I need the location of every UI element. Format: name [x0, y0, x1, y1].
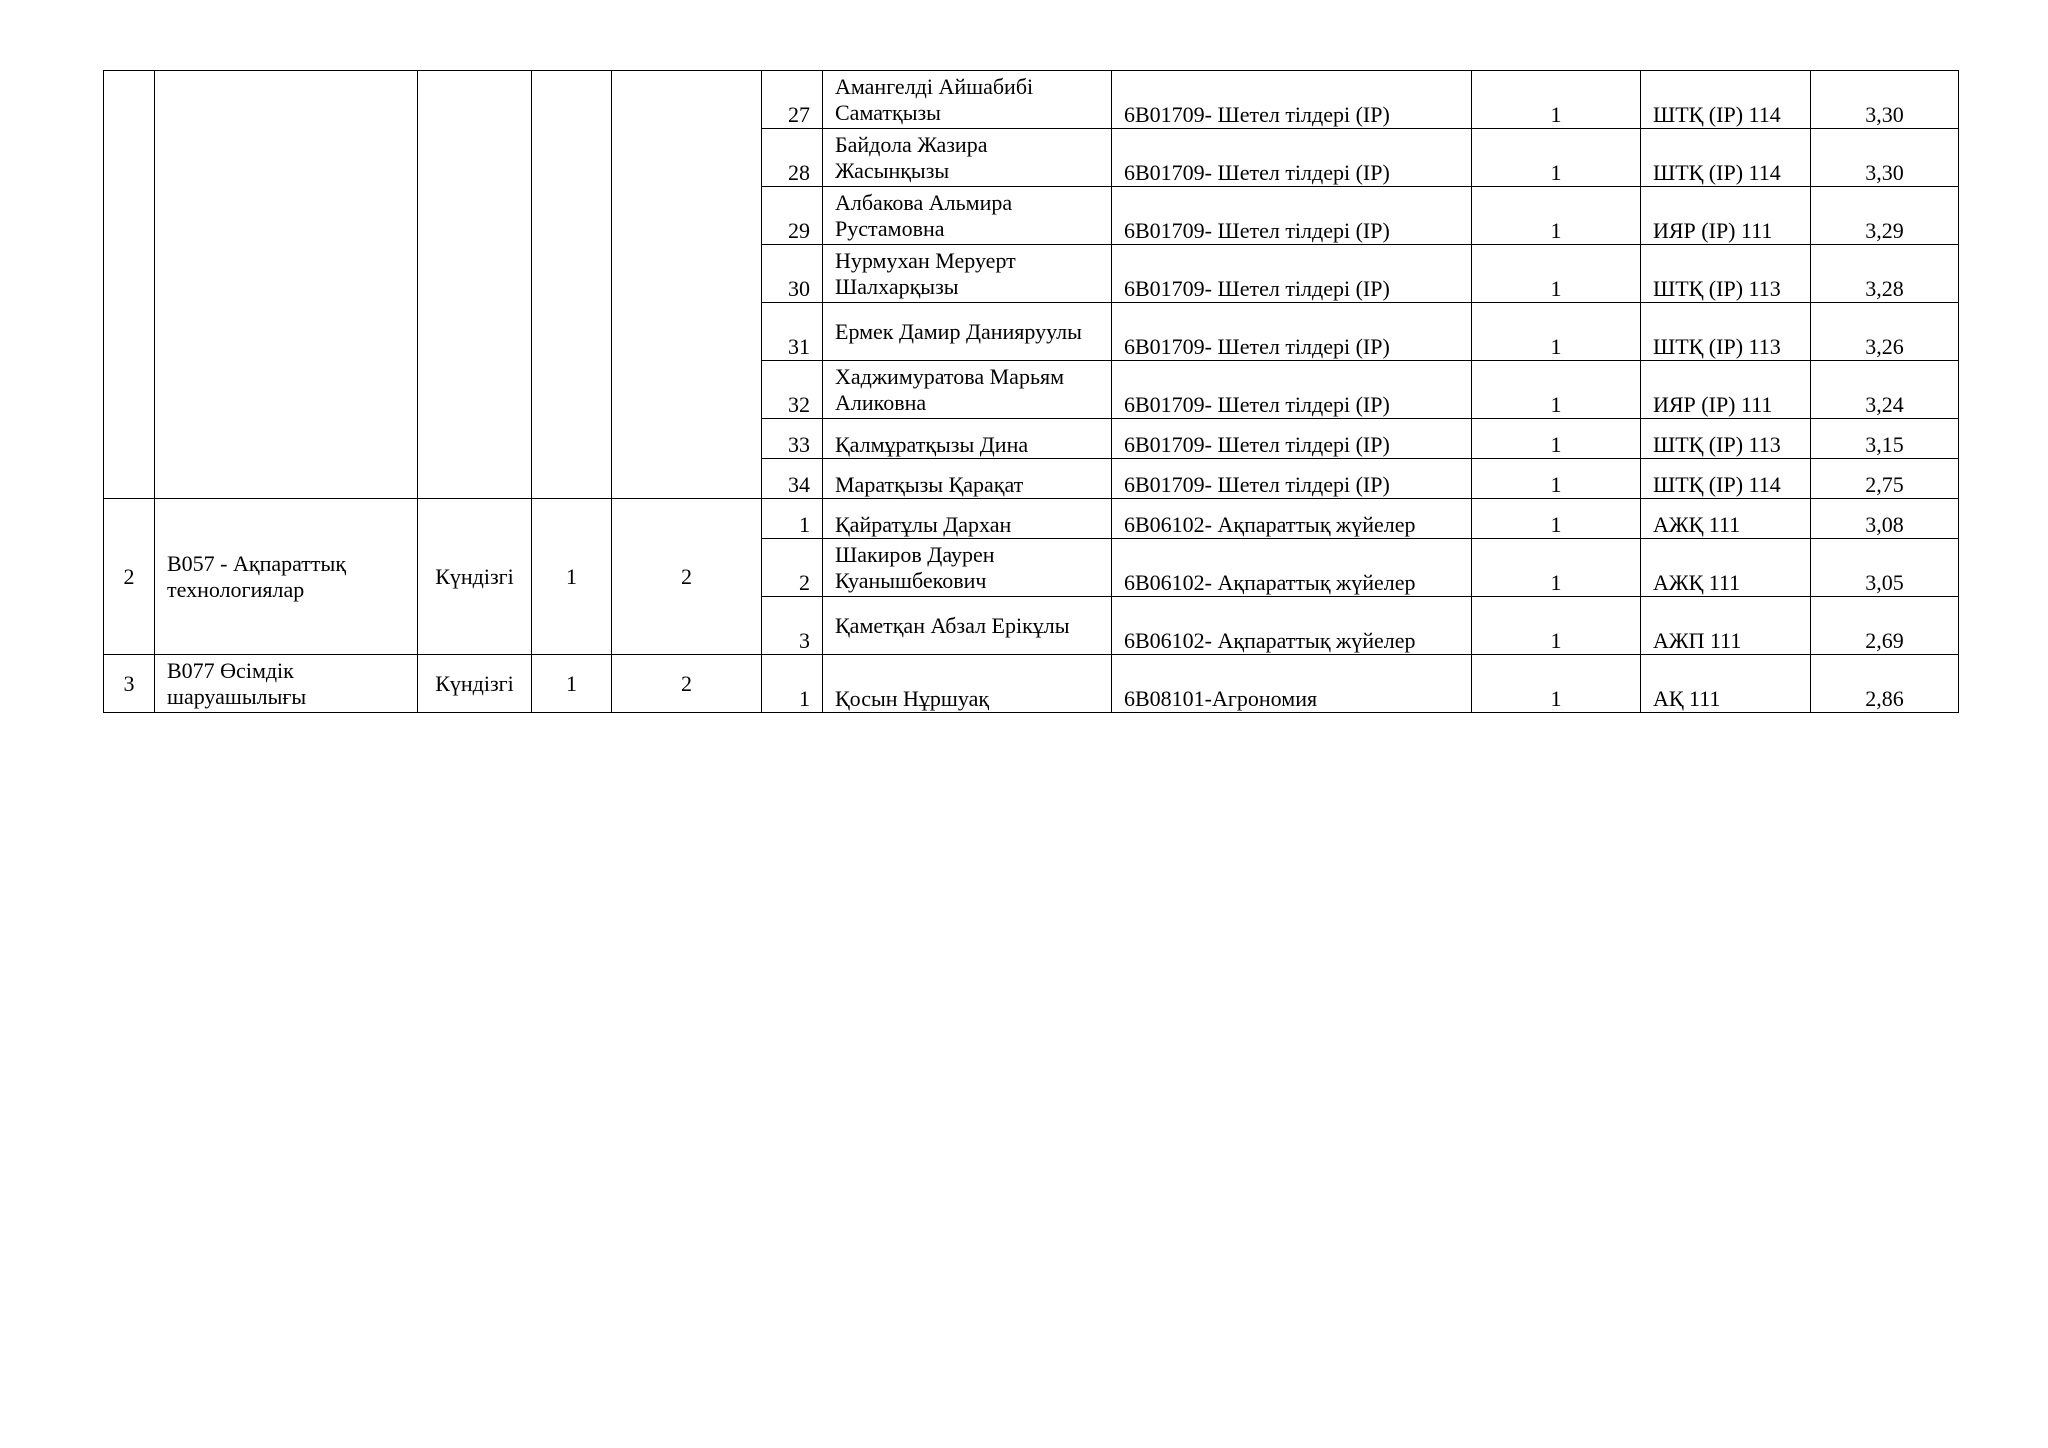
student-name-cell: Қосын Нұршуақ	[823, 655, 1112, 713]
program-cell: 6B01709- Шетел тілдері (IP)	[1112, 419, 1472, 459]
program-cell: 6B06102- Ақпараттық жүйелер	[1112, 499, 1472, 539]
student-name-cell: Шакиров Даурен Куанышбекович	[823, 539, 1112, 597]
group-code-cell: ИЯР (IP) 111	[1641, 361, 1811, 419]
column-4-cell: 1	[532, 499, 612, 655]
study-form-cell	[418, 71, 532, 499]
column-5-cell: 2	[612, 499, 762, 655]
column-4-cell: 1	[532, 655, 612, 713]
group-code-cell: АҚ 111	[1641, 655, 1811, 713]
course-cell: 1	[1472, 245, 1641, 303]
student-name-cell: Албакова Альмира Рустамовна	[823, 187, 1112, 245]
group-code-cell: ШТҚ (IP) 113	[1641, 245, 1811, 303]
course-cell: 1	[1472, 303, 1641, 361]
course-cell: 1	[1472, 187, 1641, 245]
student-name-cell: Қаметқан Абзал Ерікұлы	[823, 597, 1112, 655]
student-name-cell: Нурмухан Меруерт Шалхарқызы	[823, 245, 1112, 303]
student-name-cell: Маратқызы Қарақат	[823, 459, 1112, 499]
student-name-cell: Қайратұлы Дархан	[823, 499, 1112, 539]
column-5-cell: 2	[612, 655, 762, 713]
student-index-cell: 28	[762, 129, 823, 187]
table-row	[104, 655, 1959, 713]
program-cell: 6B08101-Агрономия	[1112, 655, 1472, 713]
student-ranking-table	[103, 70, 1959, 713]
group-number-cell: 2	[104, 499, 155, 655]
group-code-cell: ШТҚ (IP) 114	[1641, 129, 1811, 187]
gpa-cell: 3,15	[1811, 419, 1959, 459]
course-cell: 1	[1472, 419, 1641, 459]
course-cell: 1	[1472, 499, 1641, 539]
group-code-cell: ШТҚ (IP) 114	[1641, 71, 1811, 129]
group-code-cell: АЖП 111	[1641, 597, 1811, 655]
group-code-cell: ШТҚ (IP) 113	[1641, 419, 1811, 459]
program-cell: 6B01709- Шетел тілдері (IP)	[1112, 245, 1472, 303]
gpa-cell: 3,28	[1811, 245, 1959, 303]
column-5-cell	[612, 71, 762, 499]
student-index-cell: 31	[762, 303, 823, 361]
study-form-cell: Күндізгі	[418, 655, 532, 713]
gpa-cell: 3,30	[1811, 129, 1959, 187]
program-cell: 6B06102- Ақпараттық жүйелер	[1112, 597, 1472, 655]
group-code-cell: ШТҚ (IP) 114	[1641, 459, 1811, 499]
gpa-cell: 3,26	[1811, 303, 1959, 361]
student-index-cell: 1	[762, 499, 823, 539]
student-name-cell: Байдола Жазира Жасынқызы	[823, 129, 1112, 187]
course-cell: 1	[1472, 655, 1641, 713]
program-cell: 6B01709- Шетел тілдері (IP)	[1112, 303, 1472, 361]
student-index-cell: 33	[762, 419, 823, 459]
course-cell: 1	[1472, 597, 1641, 655]
student-index-cell: 2	[762, 539, 823, 597]
student-index-cell: 3	[762, 597, 823, 655]
student-name-cell: Қалмұратқызы Дина	[823, 419, 1112, 459]
course-cell: 1	[1472, 539, 1641, 597]
course-cell: 1	[1472, 129, 1641, 187]
specialty-cell: B077 Өсімдік шаруашылығы	[155, 655, 418, 713]
gpa-cell: 3,24	[1811, 361, 1959, 419]
group-code-cell: АЖҚ 111	[1641, 499, 1811, 539]
student-index-cell: 34	[762, 459, 823, 499]
program-cell: 6B01709- Шетел тілдері (IP)	[1112, 129, 1472, 187]
student-index-cell: 30	[762, 245, 823, 303]
group-number-cell	[104, 71, 155, 499]
program-cell: 6B06102- Ақпараттық жүйелер	[1112, 539, 1472, 597]
gpa-cell: 2,86	[1811, 655, 1959, 713]
student-index-cell: 32	[762, 361, 823, 419]
gpa-cell: 3,30	[1811, 71, 1959, 129]
table-row	[104, 71, 1959, 129]
course-cell: 1	[1472, 71, 1641, 129]
gpa-cell: 3,29	[1811, 187, 1959, 245]
course-cell: 1	[1472, 459, 1641, 499]
program-cell: 6B01709- Шетел тілдері (IP)	[1112, 459, 1472, 499]
program-cell: 6B01709- Шетел тілдері (IP)	[1112, 71, 1472, 129]
table-row	[104, 499, 1959, 539]
gpa-cell: 2,75	[1811, 459, 1959, 499]
gpa-cell: 2,69	[1811, 597, 1959, 655]
group-code-cell: ИЯР (IP) 111	[1641, 187, 1811, 245]
student-index-cell: 1	[762, 655, 823, 713]
study-form-cell: Күндізгі	[418, 499, 532, 655]
program-cell: 6B01709- Шетел тілдері (IP)	[1112, 361, 1472, 419]
student-index-cell: 27	[762, 71, 823, 129]
student-index-cell: 29	[762, 187, 823, 245]
student-name-cell: Хаджимуратова Марьям Аликовна	[823, 361, 1112, 419]
gpa-cell: 3,05	[1811, 539, 1959, 597]
gpa-cell: 3,08	[1811, 499, 1959, 539]
program-cell: 6B01709- Шетел тілдері (IP)	[1112, 187, 1472, 245]
specialty-cell	[155, 71, 418, 499]
column-4-cell	[532, 71, 612, 499]
student-name-cell: Ермек Дамир Данияруулы	[823, 303, 1112, 361]
student-name-cell: Амангелді Айшабибі Саматқызы	[823, 71, 1112, 129]
group-number-cell: 3	[104, 655, 155, 713]
group-code-cell: ШТҚ (IP) 113	[1641, 303, 1811, 361]
course-cell: 1	[1472, 361, 1641, 419]
specialty-cell: B057 - Ақпараттық технологиялар	[155, 499, 418, 655]
group-code-cell: АЖҚ 111	[1641, 539, 1811, 597]
